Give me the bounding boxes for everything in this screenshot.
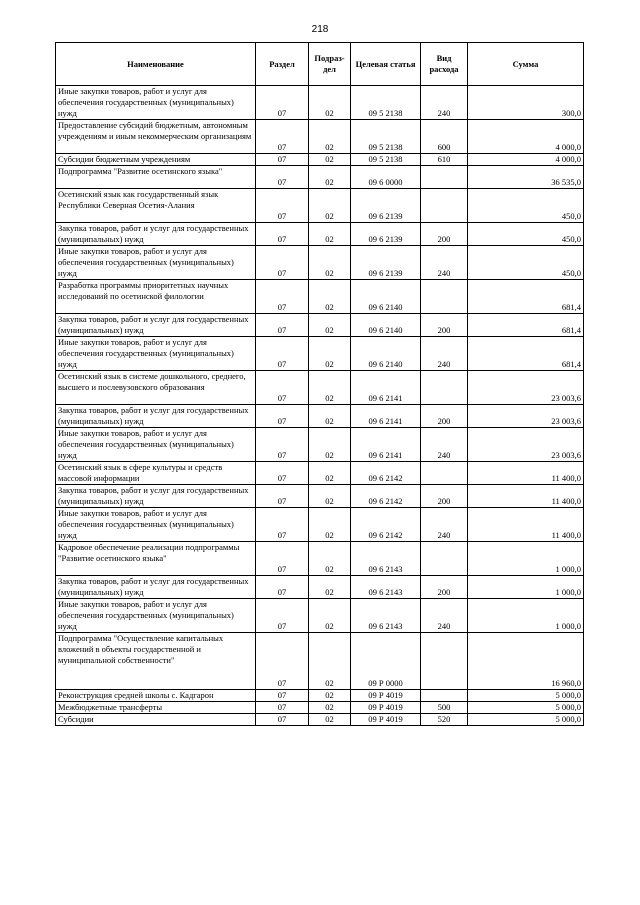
table-row <box>56 428 584 462</box>
row-subsection: 02 <box>309 223 351 246</box>
page-number: 218 <box>311 24 329 35</box>
table-row <box>56 371 584 405</box>
row-subsection: 02 <box>309 633 351 690</box>
table-row <box>56 86 584 120</box>
table-body <box>56 86 584 726</box>
row-name: Иные закупки товаров, работ и услуг для обеспечения государственных (муниципальных) нужд <box>56 428 256 462</box>
table-row <box>56 690 584 702</box>
row-name: Осетинский язык как государственный язык Республики Северная Осетия-Алания <box>56 189 256 223</box>
row-subsection: 02 <box>309 280 351 314</box>
row-name: Закупка товаров, работ и услуг для государственных (муниципальных) нужд <box>56 223 256 246</box>
row-section: 07 <box>256 702 309 714</box>
row-amount: 11 400,0 <box>468 508 584 542</box>
row-type: 200 <box>421 405 468 428</box>
row-type: 610 <box>421 154 468 166</box>
row-target: 09 6 2139 <box>351 189 421 223</box>
row-amount: 450,0 <box>468 246 584 280</box>
row-name: Закупка товаров, работ и услуг для государственных (муниципальных) нужд <box>56 405 256 428</box>
row-section: 07 <box>256 428 309 462</box>
table-row <box>56 508 584 542</box>
row-section: 07 <box>256 690 309 702</box>
row-name: Субсидии бюджетным учреждениям <box>56 154 256 166</box>
row-amount: 1 000,0 <box>468 576 584 599</box>
row-amount: 5 000,0 <box>468 714 584 726</box>
row-subsection: 02 <box>309 120 351 154</box>
row-section: 07 <box>256 576 309 599</box>
table-row <box>56 120 584 154</box>
row-type: 240 <box>421 86 468 120</box>
row-subsection: 02 <box>309 576 351 599</box>
row-name: Иные закупки товаров, работ и услуг для обеспечения государственных (муниципальных) нужд <box>56 246 256 280</box>
row-amount: 4 000,0 <box>468 120 584 154</box>
row-section: 07 <box>256 86 309 120</box>
row-target: 09 Р 0000 <box>351 633 421 690</box>
row-target: 09 6 2143 <box>351 599 421 633</box>
row-subsection: 02 <box>309 246 351 280</box>
row-target: 09 6 2140 <box>351 314 421 337</box>
row-type: 500 <box>421 702 468 714</box>
row-section: 07 <box>256 633 309 690</box>
table-row <box>56 633 584 690</box>
row-amount: 1 000,0 <box>468 542 584 576</box>
row-type: 240 <box>421 599 468 633</box>
row-type: 200 <box>421 576 468 599</box>
table-row <box>56 576 584 599</box>
row-target: 09 6 2140 <box>351 280 421 314</box>
row-target: 09 5 2138 <box>351 86 421 120</box>
row-amount: 11 400,0 <box>468 485 584 508</box>
row-section: 07 <box>256 599 309 633</box>
row-target: 09 6 2139 <box>351 246 421 280</box>
row-subsection: 02 <box>309 314 351 337</box>
row-target: 09 5 2138 <box>351 154 421 166</box>
row-type: 200 <box>421 314 468 337</box>
row-subsection: 02 <box>309 428 351 462</box>
table-row <box>56 485 584 508</box>
row-section: 07 <box>256 189 309 223</box>
row-type <box>421 633 468 690</box>
header-section: Раздел <box>256 43 309 86</box>
row-amount: 681,4 <box>468 337 584 371</box>
row-type <box>421 280 468 314</box>
row-name: Кадровое обеспечение реализации подпрограммы "Развитие осетинского языка" <box>56 542 256 576</box>
row-section: 07 <box>256 485 309 508</box>
row-name: Иные закупки товаров, работ и услуг для обеспечения государственных (муниципальных) нужд <box>56 86 256 120</box>
table-row <box>56 223 584 246</box>
row-amount: 5 000,0 <box>468 690 584 702</box>
row-target: 09 6 2141 <box>351 428 421 462</box>
row-type <box>421 166 468 189</box>
row-target: 09 6 2142 <box>351 508 421 542</box>
row-target: 09 6 2141 <box>351 405 421 428</box>
row-type <box>421 189 468 223</box>
row-type: 240 <box>421 508 468 542</box>
row-amount: 16 960,0 <box>468 633 584 690</box>
row-section: 07 <box>256 223 309 246</box>
row-section: 07 <box>256 314 309 337</box>
table-header <box>56 43 584 86</box>
header-target: Целевая статья <box>351 43 421 86</box>
row-name: Межбюджетные трансферты <box>56 702 256 714</box>
table-row <box>56 166 584 189</box>
row-subsection: 02 <box>309 371 351 405</box>
row-section: 07 <box>256 405 309 428</box>
row-name: Закупка товаров, работ и услуг для государственных (муниципальных) нужд <box>56 576 256 599</box>
row-type <box>421 462 468 485</box>
row-amount: 450,0 <box>468 189 584 223</box>
table-row <box>56 189 584 223</box>
row-subsection: 02 <box>309 508 351 542</box>
row-section: 07 <box>256 166 309 189</box>
row-subsection: 02 <box>309 599 351 633</box>
row-subsection: 02 <box>309 86 351 120</box>
row-type <box>421 371 468 405</box>
row-name: Осетинский язык в системе дошкольного, среднего, высшего и послевузовского образования <box>56 371 256 405</box>
header-amount: Сумма <box>468 43 584 86</box>
row-name: Закупка товаров, работ и услуг для государственных (муниципальных) нужд <box>56 314 256 337</box>
row-name: Предоставление субсидий бюджетным, автономным учреждениям и иным некоммерческим организациям <box>56 120 256 154</box>
row-amount: 1 000,0 <box>468 599 584 633</box>
row-name: Закупка товаров, работ и услуг для государственных (муниципальных) нужд <box>56 485 256 508</box>
row-target: 09 6 2139 <box>351 223 421 246</box>
row-section: 07 <box>256 542 309 576</box>
row-amount: 300,0 <box>468 86 584 120</box>
row-type: 240 <box>421 428 468 462</box>
row-subsection: 02 <box>309 702 351 714</box>
row-target: 09 5 2138 <box>351 120 421 154</box>
row-target: 09 6 2140 <box>351 337 421 371</box>
row-amount: 681,4 <box>468 314 584 337</box>
row-amount: 23 003,6 <box>468 428 584 462</box>
row-type: 520 <box>421 714 468 726</box>
row-amount: 11 400,0 <box>468 462 584 485</box>
row-amount: 450,0 <box>468 223 584 246</box>
row-subsection: 02 <box>309 714 351 726</box>
row-section: 07 <box>256 337 309 371</box>
row-type <box>421 542 468 576</box>
header-type: Вид расхода <box>421 43 468 86</box>
row-name: Иные закупки товаров, работ и услуг для обеспечения государственных (муниципальных) нужд <box>56 508 256 542</box>
row-section: 07 <box>256 714 309 726</box>
row-section: 07 <box>256 280 309 314</box>
header-subsection: Подраз-дел <box>309 43 351 86</box>
row-name: Реконструкция средней школы с. Кадгарон <box>56 690 256 702</box>
row-target: 09 Р 4019 <box>351 690 421 702</box>
row-section: 07 <box>256 371 309 405</box>
row-name: Подпрограмма "Развитие осетинского языка" <box>56 166 256 189</box>
row-subsection: 02 <box>309 405 351 428</box>
row-subsection: 02 <box>309 337 351 371</box>
row-amount: 23 003,6 <box>468 405 584 428</box>
row-type <box>421 690 468 702</box>
row-subsection: 02 <box>309 189 351 223</box>
table-row <box>56 337 584 371</box>
header-name: Наименование <box>56 43 256 86</box>
row-subsection: 02 <box>309 462 351 485</box>
row-type: 240 <box>421 246 468 280</box>
row-amount: 23 003,6 <box>468 371 584 405</box>
row-type: 200 <box>421 223 468 246</box>
table-row <box>56 714 584 726</box>
row-type: 200 <box>421 485 468 508</box>
row-subsection: 02 <box>309 154 351 166</box>
row-type: 600 <box>421 120 468 154</box>
row-subsection: 02 <box>309 485 351 508</box>
row-section: 07 <box>256 120 309 154</box>
table-row <box>56 405 584 428</box>
table-row <box>56 702 584 714</box>
table-row <box>56 246 584 280</box>
table-row <box>56 280 584 314</box>
row-target: 09 6 2141 <box>351 371 421 405</box>
row-amount: 36 535,0 <box>468 166 584 189</box>
row-name: Субсидии <box>56 714 256 726</box>
row-subsection: 02 <box>309 690 351 702</box>
header-row <box>56 43 584 86</box>
row-name: Иные закупки товаров, работ и услуг для обеспечения государственных (муниципальных) нужд <box>56 337 256 371</box>
row-target: 09 Р 4019 <box>351 702 421 714</box>
table-row <box>56 599 584 633</box>
row-subsection: 02 <box>309 166 351 189</box>
row-target: 09 Р 4019 <box>351 714 421 726</box>
row-name: Подпрограмма "Осуществление капитальных вложений в объекты государственной и муниципальной собственности" <box>56 633 256 690</box>
table-row <box>56 314 584 337</box>
row-section: 07 <box>256 246 309 280</box>
row-target: 09 6 2143 <box>351 542 421 576</box>
row-type: 240 <box>421 337 468 371</box>
row-amount: 5 000,0 <box>468 702 584 714</box>
row-target: 09 6 0000 <box>351 166 421 189</box>
table-row <box>56 154 584 166</box>
table-row <box>56 542 584 576</box>
row-section: 07 <box>256 462 309 485</box>
row-target: 09 6 2142 <box>351 462 421 485</box>
row-name: Разработка программы приоритетных научных исследований по осетинской филологии <box>56 280 256 314</box>
row-section: 07 <box>256 154 309 166</box>
row-name: Осетинский язык в сфере культуры и средств массовой информации <box>56 462 256 485</box>
row-target: 09 6 2142 <box>351 485 421 508</box>
table-row <box>56 462 584 485</box>
row-amount: 681,4 <box>468 280 584 314</box>
row-name: Иные закупки товаров, работ и услуг для обеспечения государственных (муниципальных) нужд <box>56 599 256 633</box>
budget-table <box>55 42 584 726</box>
row-subsection: 02 <box>309 542 351 576</box>
row-target: 09 6 2143 <box>351 576 421 599</box>
row-section: 07 <box>256 508 309 542</box>
row-amount: 4 000,0 <box>468 154 584 166</box>
